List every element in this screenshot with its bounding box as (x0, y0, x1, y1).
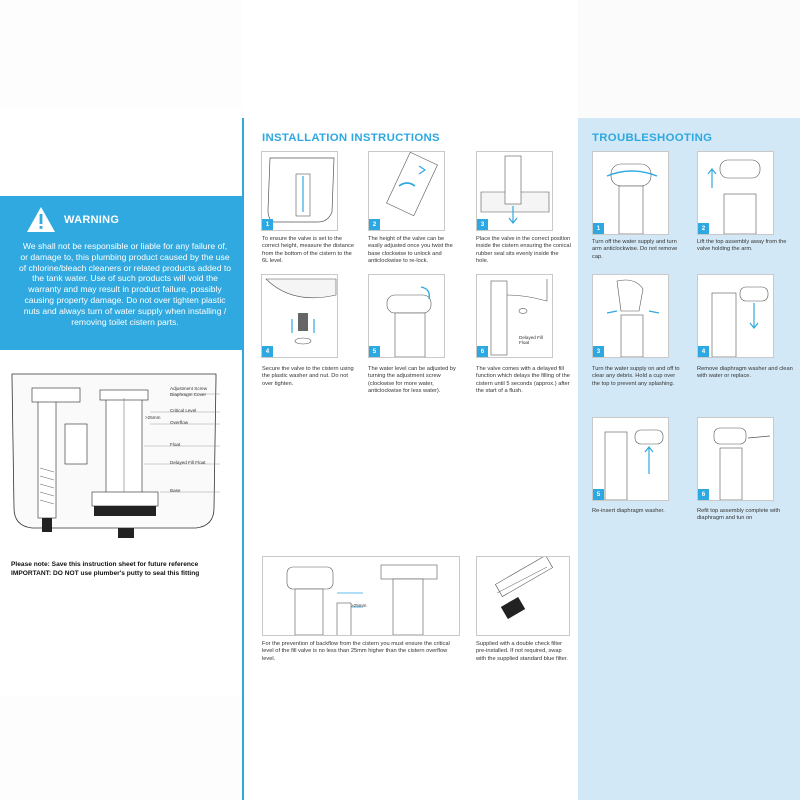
trouble-step-5-image (592, 417, 669, 501)
delayed-fill-label: Delayed Fill Float (519, 335, 543, 345)
install-step-4-image (261, 274, 338, 358)
trouble-step-2-caption: Lift the top assembly away from the valve holding the arm. (697, 239, 787, 253)
warning-triangle-icon (26, 206, 56, 233)
backflow-gap-label: >25mm (351, 603, 367, 608)
install-step-2-caption: The height of the valve can be easily adjusted once you twist the base clockwise to unlock and anticlockwise to re-lock. (368, 236, 453, 264)
callout-adjustment: Adjustment Screw (170, 386, 208, 391)
callout-float: Float (170, 442, 181, 447)
trouble-step-6-caption: Refit top assembly complete with diaphragm and tun on (697, 508, 781, 522)
step-number-badge: 1 (593, 223, 604, 234)
trouble-step-4-caption: Remove diaphragm washer and clean with water or replace. (697, 366, 793, 380)
filter-image (476, 556, 570, 636)
note-important: IMPORTANT: DO NOT use plumber's putty to seal this fitting (11, 569, 200, 577)
step-number-badge: 4 (262, 346, 273, 357)
filter-caption: Supplied with a double check filter pre-installed. If not required, swap with the supplied standard blue filter. (476, 641, 569, 662)
callout-delayed: Delayed Fill Float (170, 460, 206, 465)
backflow-caption: For the prevention of backflow from the cistern you must ensure the critical level of the fill valve is no less than 25mm higher than the cistern overflow level. (262, 641, 450, 662)
step-number-badge: 2 (369, 219, 380, 230)
step-number-badge: 3 (593, 346, 604, 357)
trouble-step-3-image (592, 274, 669, 358)
warning-text: We shall not be responsible or liable for any failure of, or damage to, this plumbing product caused by the use of chlorine/bleach cleaners or related products added to the tank water. Use of such products will void the warranty and may result in product failure, possibly causing property damage. Do not over tighten plastic nuts and always turn of water supply when installing / removing toilet cistern parts. (18, 241, 232, 327)
trouble-step-1-image (592, 151, 669, 235)
cistern-overview-diagram (10, 368, 238, 548)
callout-diaphragm: Diaphragm Cover (170, 392, 206, 397)
step-number-badge: 6 (477, 346, 488, 357)
warning-box (0, 196, 242, 350)
install-step-1-image (261, 151, 338, 231)
step-number-badge: 5 (593, 489, 604, 500)
step-number-badge: 5 (369, 346, 380, 357)
install-step-2-image (368, 151, 445, 231)
trouble-step-6-image (697, 417, 774, 501)
note-save: Please note: Save this instruction sheet for future reference (11, 561, 199, 568)
trouble-step-2-image (697, 151, 774, 235)
right-top-blank (578, 0, 800, 118)
installation-column (244, 0, 578, 800)
trouble-step-3-caption: Turn the water supply on and off to clear any debris. Hold a cup over the top to prevent any splashing. (592, 366, 680, 387)
trouble-step-5-caption: Re-insert diaphragm washer. (592, 508, 665, 514)
backflow-diagram (262, 556, 460, 636)
trouble-step-1-caption: Turn off the water supply and turn arm anticlockwise. Do not remove cap. (592, 239, 678, 260)
callout-base: Base (170, 488, 181, 493)
install-step-6-image (476, 274, 553, 358)
install-step-5-caption: The water level can be adjusted by turning the adjustment screw (clockwise for more water, anticlockwise for less water). (368, 366, 456, 394)
left-bottom-blank (0, 695, 242, 800)
callout-critical: Critical Level (170, 408, 197, 413)
step-number-badge: 2 (698, 223, 709, 234)
left-top-blank (0, 0, 242, 108)
install-step-1-caption: To ensure the valve is set to the correct height, measure the distance from the bottom of the cistern to the 6L level. (262, 236, 354, 264)
install-step-5-image (368, 274, 445, 358)
install-step-3-caption: Place the valve in the correct position inside the cistern ensuring the conical rubber seal sits evenly inside the hole. (476, 236, 571, 264)
install-step-6-caption: The valve comes with a delayed fill function which delays the filling of the cistern until 5 seconds (approx.) after the start of a flush. (476, 366, 570, 394)
note-block (11, 561, 239, 578)
step-number-badge: 3 (477, 219, 488, 230)
warning-title: WARNING (64, 213, 120, 226)
installation-title: INSTALLATION INSTRUCTIONS (262, 132, 440, 144)
step-number-badge: 1 (262, 219, 273, 230)
install-step-4-caption: Secure the valve to the cistern using the plastic washer and nut. Do not over tighten. (262, 366, 354, 387)
install-step-3-image (476, 151, 553, 231)
trouble-step-4-image (697, 274, 774, 358)
step-number-badge: 6 (698, 489, 709, 500)
troubleshooting-title: TROUBLESHOOTING (592, 132, 713, 144)
warning-header (26, 206, 232, 233)
callout-gap: >25mm (145, 415, 161, 420)
callout-overflow: Overflow (170, 420, 189, 425)
step-number-badge: 4 (698, 346, 709, 357)
